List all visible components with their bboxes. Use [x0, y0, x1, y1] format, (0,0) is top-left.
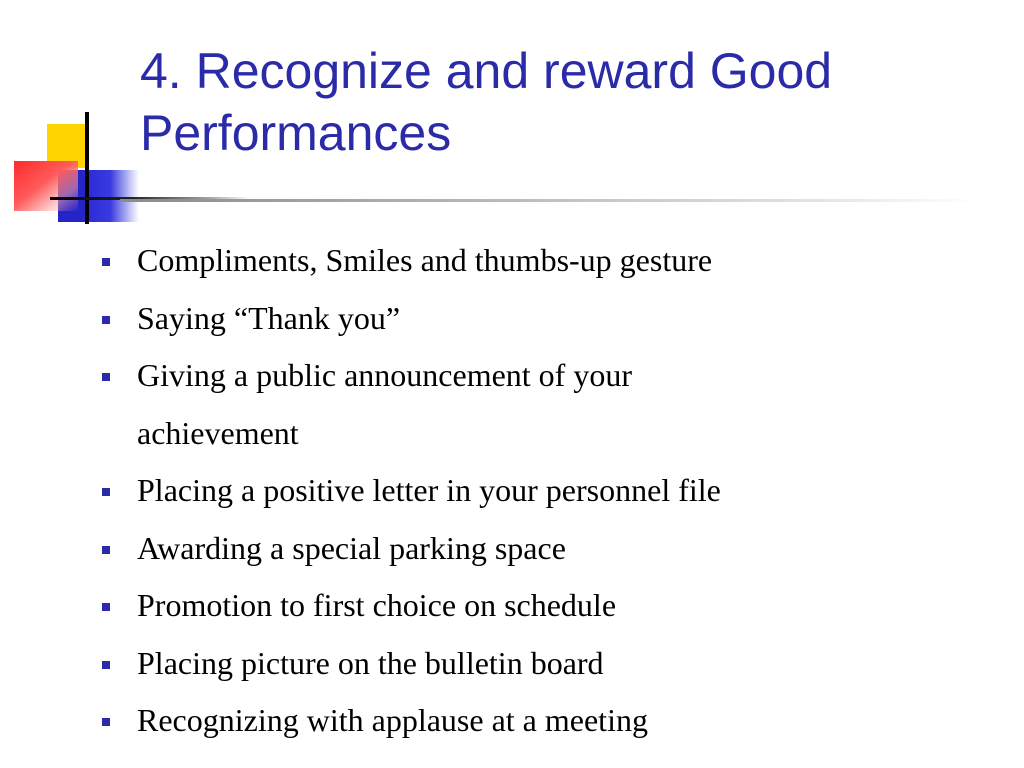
square-bullet-icon: [100, 520, 137, 578]
square-bullet-icon: [100, 232, 137, 290]
bullet-text: Saying “Thank you”: [137, 299, 401, 336]
bullet-item: [100, 635, 980, 693]
bullet-item: [100, 692, 980, 750]
title-underline: [120, 199, 980, 202]
bullet-text: Awarding a special parking space: [137, 529, 566, 566]
bullet-item: [100, 577, 980, 635]
bullet-item: [100, 520, 980, 578]
bullet-list: [100, 232, 980, 750]
square-bullet-icon: [100, 347, 137, 405]
vertical-line-decoration: [85, 112, 89, 224]
slide-title: 4. Recognize and reward Good Performances: [140, 43, 833, 161]
square-bullet-icon: [100, 577, 137, 635]
bullet-text: Placing a positive letter in your personnel file: [137, 472, 721, 508]
square-bullet-icon: [100, 290, 137, 348]
bullet-text: Recognizing with applause at a meeting: [137, 702, 648, 738]
bullet-item: [100, 462, 980, 520]
bullet-text: Placing picture on the bulletin board: [137, 644, 604, 681]
bullet-text: Compliments, Smiles and thumbs-up gesture: [137, 242, 713, 278]
bullet-text: Giving a public announcement of your achievement: [137, 357, 632, 451]
square-bullet-icon: [100, 462, 137, 520]
bullet-item: [100, 347, 980, 462]
bullet-item: [100, 232, 980, 290]
square-bullet-icon: [100, 692, 137, 750]
red-block-decoration: [14, 161, 78, 211]
bullet-text: Promotion to first choice on schedule: [137, 587, 617, 623]
blue-gradient-decoration: [87, 170, 139, 222]
square-bullet-icon: [100, 635, 137, 693]
bullet-item: [100, 290, 980, 348]
